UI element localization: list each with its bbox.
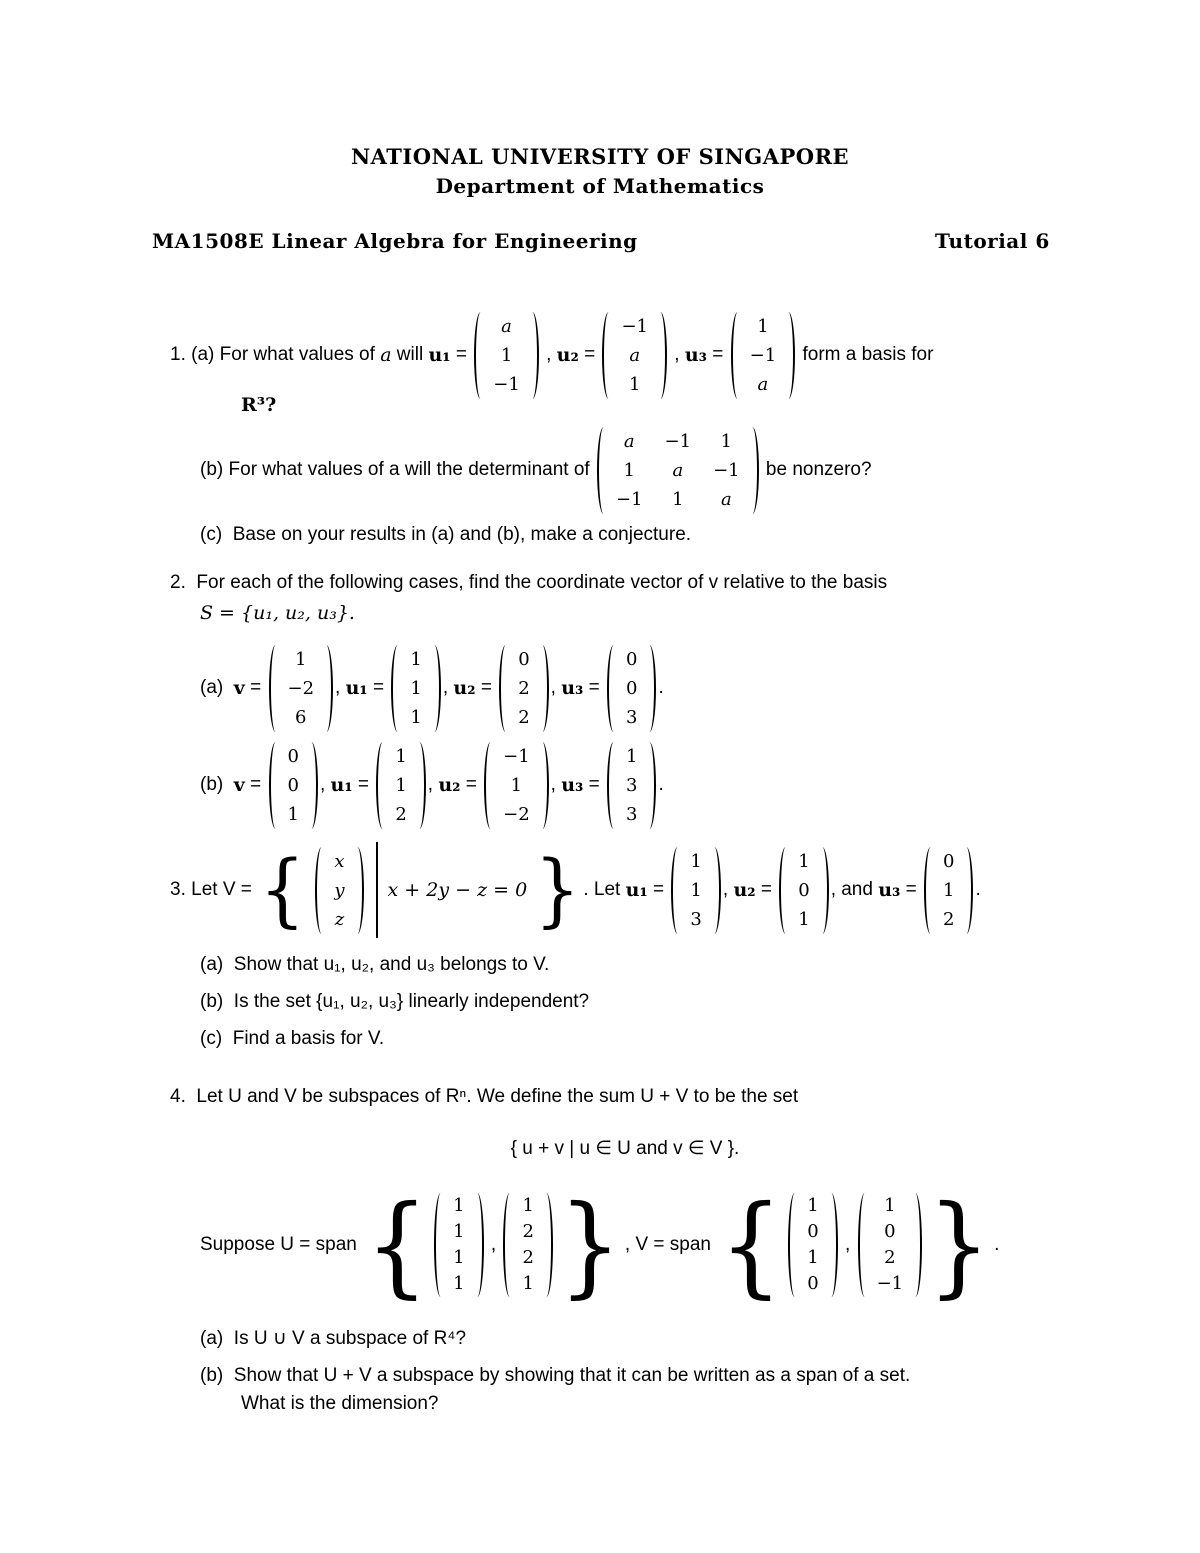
tutorial-label: Tutorial 6 xyxy=(935,229,1050,253)
q2b-u3-vector: 1 3 3 xyxy=(605,742,658,829)
q1a-var: a xyxy=(380,344,392,366)
q1a-tail: form a basis for xyxy=(802,344,934,365)
q1c-label: (c) xyxy=(200,524,223,545)
q1a-r3: R³? xyxy=(241,394,277,416)
q1a-label: (a) xyxy=(191,344,215,365)
university-title: NATIONAL UNIVERSITY OF SINGAPORE xyxy=(350,144,850,169)
q3b-label: (b) xyxy=(200,991,224,1012)
q1-u2-vector: −1 a 1 xyxy=(600,312,669,399)
q2a-u3-vector: 0 0 3 xyxy=(605,645,658,732)
q4-U-left-brace: { xyxy=(365,1181,429,1309)
q3-u1-vector: 1 1 3 xyxy=(669,847,722,934)
q4b-line xyxy=(200,1365,910,1387)
q4a-text: Is U ∪ V a subspace of R⁴? xyxy=(233,1328,467,1349)
q3-left-brace: { xyxy=(259,843,306,936)
q1b-line xyxy=(200,425,872,515)
q1-u3-label: u₃ xyxy=(684,344,707,366)
q4-number: 4. xyxy=(170,1086,186,1107)
q3a-text: Show that u₁, u₂, and u₃ belongs to V. xyxy=(233,954,550,975)
q3c-label: (c) xyxy=(200,1028,223,1049)
q4-text: Let U and V be subspaces of Rⁿ. We define the sum U + V to be the set xyxy=(196,1086,799,1107)
q2-line1 xyxy=(170,572,887,594)
q1b-label: (b) xyxy=(200,459,224,480)
q3-u3-vector: 0 1 2 xyxy=(922,847,975,934)
q3c-text: Find a basis for V. xyxy=(232,1028,385,1049)
q4b-text2: What is the dimension? xyxy=(241,1393,439,1414)
q2a-v-vector: 1 −2 6 xyxy=(267,645,336,732)
q4-suppose-line: Suppose U = span { 1 1 1 1 , 1 2 2 1 } , V = span { 1 0 1 0 , 1 0 2 −1 } . xyxy=(200,1181,1000,1309)
q1b-text: For what values of a will the determinant of xyxy=(228,459,590,480)
q4-V1-vector: 1 0 1 0 xyxy=(786,1193,839,1297)
q2a-u1-vector: 1 1 1 xyxy=(389,645,442,732)
q3c-line xyxy=(200,1028,384,1050)
department-title: Department of Mathematics xyxy=(435,174,765,198)
q2b-u2-vector: −1 1 −2 xyxy=(482,742,551,829)
q4b-text: Show that U + V a subspace by showing that it can be written as a span of a set. xyxy=(233,1365,911,1386)
q3a-line xyxy=(200,954,549,976)
q3-let: Let V = xyxy=(191,879,252,900)
q3-such-that-bar xyxy=(376,842,378,938)
q3-and: , and xyxy=(830,879,873,900)
q4-V-left-brace: { xyxy=(719,1181,783,1309)
q4-U2-vector: 1 2 2 1 xyxy=(501,1193,554,1297)
q1c-text: Base on your results in (a) and (b), make a conjecture. xyxy=(232,524,692,545)
q3-let2: . Let xyxy=(583,879,621,900)
q3-line: 3. Let V = { x y z x + 2y − z = 0 } . Let u₁ = 1 1 3 , u₂ = 1 0 1 , and u₃ = 0 1 2 . xyxy=(170,843,981,936)
q1a-will: will xyxy=(396,344,424,365)
q1a-line: 1. (a) For what values of a will u₁ = a 1 −1 , u₂ = −1 a 1 , u₃ = 1 −1 a form a basis for xyxy=(170,310,933,400)
q3-xyz-vector: x y z xyxy=(313,847,365,934)
q1-u3-vector: 1 −1 a xyxy=(729,312,798,399)
q4a-label: (a) xyxy=(200,1328,224,1349)
q2-basis: S = {u₁, u₂, u₃}. xyxy=(200,602,355,624)
q3a-label: (a) xyxy=(200,954,224,975)
q2b-v-vector: 0 0 1 xyxy=(267,742,320,829)
q2-text: For each of the following cases, find the coordinate vector of v relative to the basis xyxy=(196,572,888,593)
q3b-line xyxy=(200,991,589,1013)
q4a-line xyxy=(200,1327,466,1350)
q2a-line: (a) v = 1 −2 6 , u₁ = 1 1 1 , u₂ = 0 2 2 , u₃ = 0 0 3 . xyxy=(200,643,664,733)
q4-V2-vector: 1 0 2 −1 xyxy=(856,1193,925,1297)
q1-number: 1. xyxy=(170,344,186,365)
q3-u2-vector: 1 0 1 xyxy=(777,847,830,934)
q2a-u2-vector: 0 2 2 xyxy=(497,645,550,732)
q4-suppose: Suppose U = span xyxy=(200,1234,357,1255)
q2a-label: (a) xyxy=(200,677,224,698)
q1-u2-label: u₂ xyxy=(556,344,579,366)
q4-U-right-brace: } xyxy=(558,1181,622,1309)
q3-right-brace: } xyxy=(534,843,581,936)
course-title: MA1508E Linear Algebra for Engineering xyxy=(152,229,638,253)
q1a-text: For what values of xyxy=(219,344,375,365)
q4-vspan: , V = span xyxy=(624,1234,711,1255)
q1b-tail: be nonzero? xyxy=(765,459,872,480)
q2b-u1-vector: 1 1 2 xyxy=(374,742,427,829)
q4-V-right-brace: } xyxy=(927,1181,991,1309)
q4-U1-vector: 1 1 1 1 xyxy=(432,1193,485,1297)
q2b-line: (b) v = 0 0 1 , u₁ = 1 1 2 , u₂ = −1 1 −2 , u₃ = 1 3 3 . xyxy=(200,740,664,830)
q4-sum-set: { u + v | u ∈ U and v ∈ V }. xyxy=(510,1138,740,1159)
q4-line1 xyxy=(170,1086,798,1108)
q1c-line xyxy=(200,524,691,546)
q3-condition: x + 2y − z = 0 xyxy=(387,879,528,901)
q1b-matrix: a −1 1 1 a −1 −1 1 a xyxy=(595,427,761,514)
q2-number: 2. xyxy=(170,572,186,593)
q1-u1-label: u₁ xyxy=(428,344,451,366)
q3b-text: Is the set {u₁, u₂, u₃} linearly independent? xyxy=(233,991,590,1012)
q1-u1-vector: a 1 −1 xyxy=(472,312,541,399)
q4b-label: (b) xyxy=(200,1365,224,1386)
q3-number: 3. xyxy=(170,879,186,900)
q2b-label: (b) xyxy=(200,774,224,795)
